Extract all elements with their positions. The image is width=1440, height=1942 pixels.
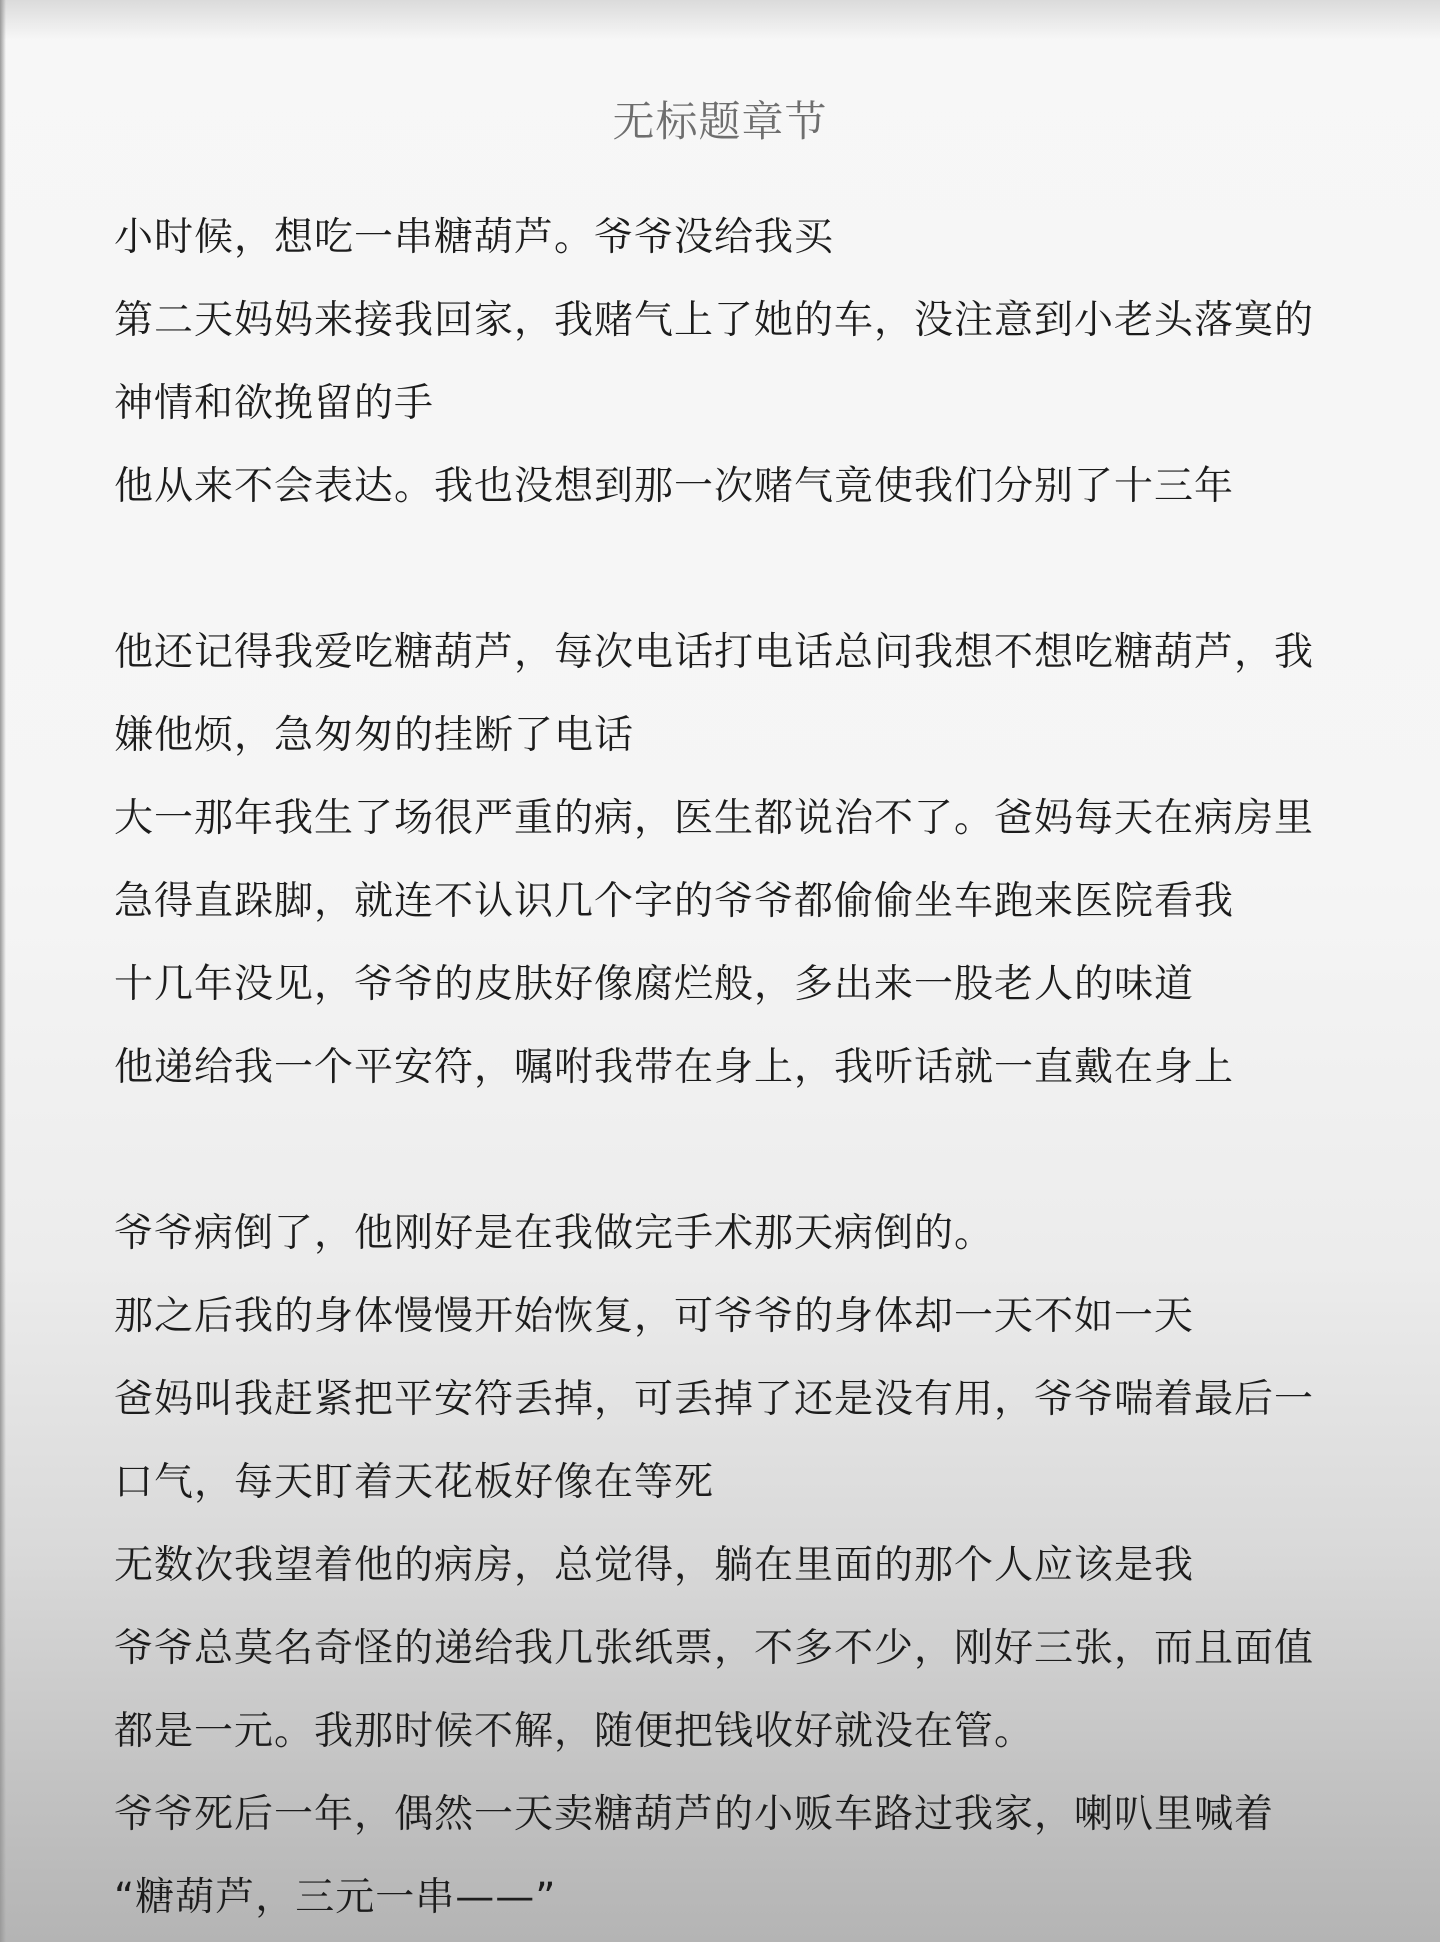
text-line: 无数次我望着他的病房，总觉得，躺在里面的那个人应该是我 <box>114 1543 1195 1588</box>
paragraph-gap <box>114 1109 1354 1192</box>
top-shadow <box>0 0 1440 40</box>
text-line: 他还记得我爱吃糖葫芦，每次电话打电话总问我想不想吃糖葫芦，我 <box>114 630 1315 675</box>
left-edge-shadow <box>0 0 6 1942</box>
text-line: “糖葫芦，三元一串——” <box>114 1875 557 1920</box>
text-line: 小时候，想吃一串糖葫芦。爷爷没给我买 <box>114 215 835 260</box>
text-line: 十几年没见，爷爷的皮肤好像腐烂般，多出来一股老人的味道 <box>114 962 1195 1007</box>
text-line: 爷爷死后一年，偶然一天卖糖葫芦的小贩车路过我家，喇叭里喊着 <box>114 1792 1275 1837</box>
text-line: 爷爷总莫名奇怪的递给我几张纸票，不多不少，刚好三张，而且面值 <box>114 1626 1315 1671</box>
text-line: 嫌他烦，急匆匆的挂断了电话 <box>114 713 635 758</box>
text-line: 神情和欲挽留的手 <box>114 381 435 426</box>
text-line: 急得直跺脚，就连不认识几个字的爷爷都偷偷坐车跑来医院看我 <box>114 879 1235 924</box>
text-line: 他从来不会表达。我也没想到那一次赌气竟使我们分别了十三年 <box>114 464 1235 509</box>
text-line: 都是一元。我那时候不解，随便把钱收好就没在管。 <box>114 1709 1035 1754</box>
text-line: 爷爷病倒了，他刚好是在我做完手术那天病倒的。 <box>114 1211 995 1256</box>
text-line: 爸妈叫我赶紧把平安符丢掉，可丢掉了还是没有用，爷爷喘着最后一 <box>114 1377 1315 1422</box>
text-line: 他递给我一个平安符，嘱咐我带在身上，我听话就一直戴在身上 <box>114 1045 1235 1090</box>
text-line: 大一那年我生了场很严重的病，医生都说治不了。爸妈每天在病房里 <box>114 796 1315 841</box>
text-line: 口气，每天盯着天花板好像在等死 <box>114 1460 715 1505</box>
text-line: 第二天妈妈来接我回家，我赌气上了她的车，没注意到小老头落寞的 <box>114 298 1315 343</box>
text-line: 那之后我的身体慢慢开始恢复，可爷爷的身体却一天不如一天 <box>114 1294 1195 1339</box>
chapter-title: 无标题章节 <box>612 97 828 146</box>
paragraph-gap <box>114 528 1354 611</box>
chapter-body <box>114 196 1354 1939</box>
